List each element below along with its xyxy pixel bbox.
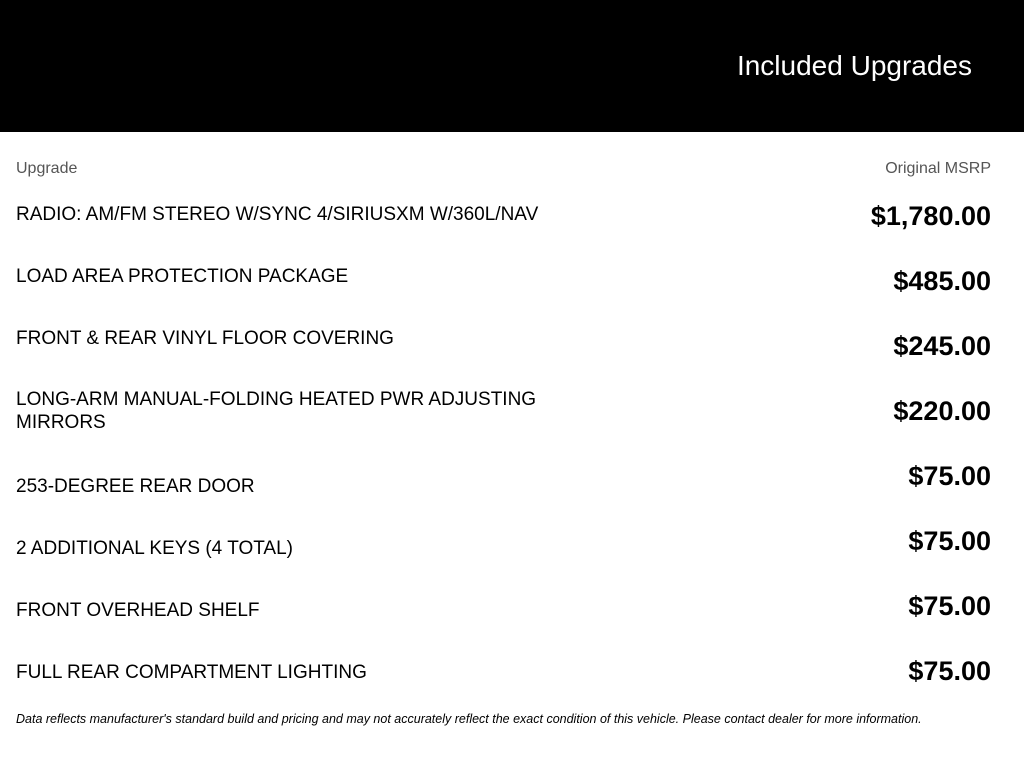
- upgrade-name: FULL REAR COMPARTMENT LIGHTING: [16, 662, 367, 683]
- upgrade-list: [16, 195, 991, 715]
- list-item: [16, 195, 991, 260]
- list-item: [16, 260, 991, 325]
- upgrade-name: RADIO: AM/FM STEREO W/SYNC 4/SIRIUSXM W/360L/NAV: [16, 204, 539, 225]
- upgrade-name: 2 ADDITIONAL KEYS (4 TOTAL): [16, 538, 293, 559]
- upgrade-price: $75.00: [908, 656, 991, 686]
- upgrade-price: $245.00: [893, 331, 991, 361]
- upgrade-name: FRONT OVERHEAD SHELF: [16, 600, 260, 621]
- page-title: Included Upgrades: [736, 50, 972, 81]
- header-bar: [0, 0, 1024, 132]
- column-header-msrp: Original MSRP: [885, 160, 991, 177]
- upgrade-price: $75.00: [908, 461, 991, 491]
- list-item: [16, 585, 991, 650]
- upgrade-price: $485.00: [893, 266, 991, 296]
- upgrade-price: $75.00: [908, 526, 991, 556]
- upgrade-price: $75.00: [908, 591, 991, 621]
- upgrade-name: LOAD AREA PROTECTION PACKAGE: [16, 266, 349, 287]
- list-item: [16, 650, 991, 715]
- list-item: [16, 520, 991, 585]
- upgrade-name: FRONT & REAR VINYL FLOOR COVERING: [16, 328, 394, 349]
- column-headers: [16, 160, 991, 180]
- upgrade-name: LONG-ARM MANUAL-FOLDING HEATED PWR ADJUSTING MIRRORS: [16, 389, 537, 433]
- list-item: [16, 325, 991, 390]
- upgrade-price: $220.00: [893, 396, 991, 426]
- column-header-upgrade: Upgrade: [16, 160, 78, 177]
- disclaimer-text: Data reflects manufacturer's standard build and pricing and may not accurately reflect the exact condition of this vehicle. Please contact dealer for more information.: [16, 712, 922, 726]
- list-item: [16, 390, 991, 455]
- list-item: [16, 455, 991, 520]
- upgrade-price: $1,780.00: [870, 201, 991, 231]
- upgrade-name: 253-DEGREE REAR DOOR: [16, 476, 255, 497]
